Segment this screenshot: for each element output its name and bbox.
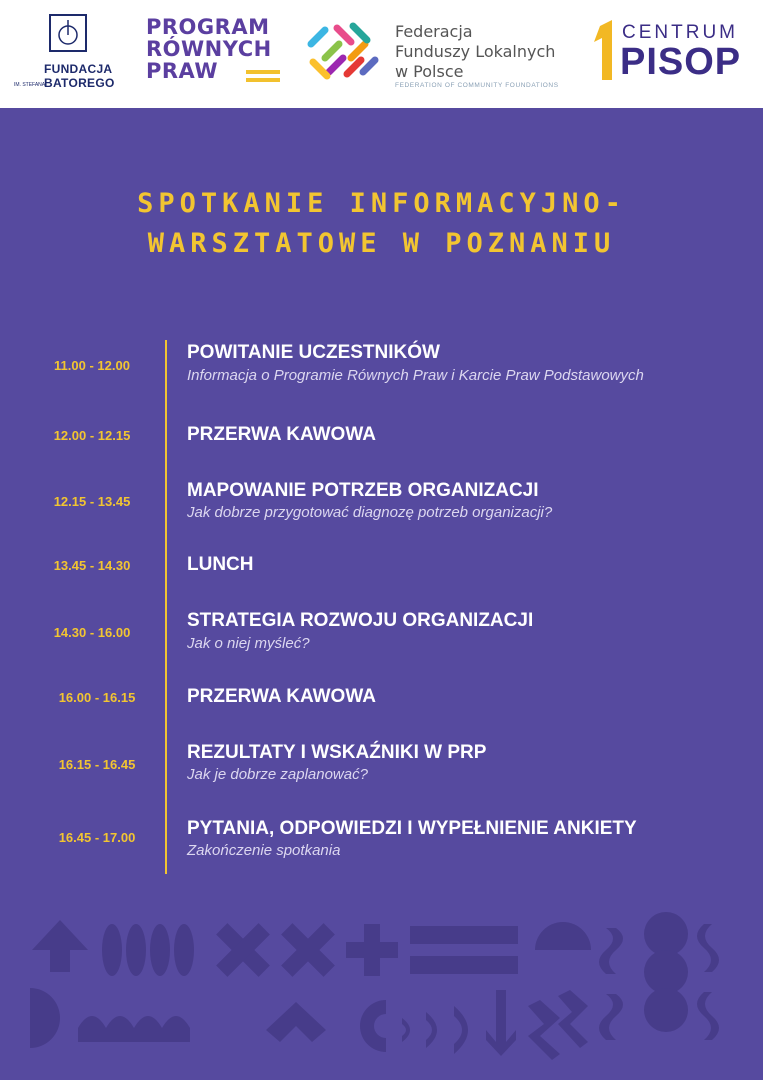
zigzag-icon	[78, 1016, 190, 1042]
batory-small-text: IM. STEFANA	[14, 82, 46, 88]
prp-equals-icon-bar	[246, 78, 280, 82]
centrum-pisop-logo	[592, 20, 752, 84]
agenda-title: POWITANIE UCZESTNIKÓW	[187, 342, 440, 363]
oval-icon	[150, 924, 170, 976]
circle-icon	[644, 912, 688, 956]
zigzag-icon	[528, 1000, 560, 1060]
agenda-subtitle: Jak dobrze przygotować diagnozę potrzeb organizacji?	[187, 504, 553, 521]
agenda-title: MAPOWANIE POTRZEB ORGANIZACJI	[187, 480, 539, 501]
ffl-english: FEDERATION OF COMMUNITY FOUNDATIONS	[395, 82, 559, 89]
plus-icon	[346, 924, 398, 976]
circle-icon	[644, 988, 688, 1032]
pisop-line1: CENTRUM	[622, 22, 738, 43]
fundacja-batorego-logo	[14, 12, 124, 92]
agenda-time: 12.00 - 12.15	[53, 428, 131, 443]
agenda-title: PRZERWA KAWOWA	[187, 686, 376, 707]
wave-icon	[599, 928, 623, 974]
wave-icon	[599, 994, 623, 1040]
ffl-line3: w Polsce	[395, 62, 464, 81]
agenda-time: 11.00 - 12.00	[54, 358, 130, 373]
chevron-up-icon	[266, 1002, 326, 1042]
agenda-time: 16.15 - 16.45	[58, 757, 136, 772]
oval-icon	[126, 924, 146, 976]
agenda-title: PYTANIA, ODPOWIEDZI I WYPEŁNIENIE ANKIETY	[187, 818, 637, 839]
decorative-shapes	[0, 910, 763, 1080]
page-title-line1: SPOTKANIE INFORMACYJNO-	[137, 188, 626, 219]
half-circle-icon	[535, 922, 591, 950]
agenda-title: STRATEGIA ROZWOJU ORGANIZACJI	[187, 610, 534, 631]
agenda-time: 12.15 - 13.45	[53, 494, 131, 509]
pisop-line2: PISOP	[620, 41, 742, 83]
wave-icon	[697, 992, 719, 1040]
timeline-divider	[165, 340, 167, 874]
parenthesis-icon	[454, 1006, 468, 1054]
pisop-mark-icon	[592, 20, 614, 82]
batory-line2: BATOREGO	[44, 76, 115, 90]
oval-icon	[102, 924, 122, 976]
parenthesis-icon	[426, 1012, 437, 1048]
batory-line1: FUNDACJA	[44, 62, 113, 76]
ffl-line1: Federacja	[395, 22, 473, 41]
prp-line2: RÓWNYCH	[146, 37, 272, 61]
agenda-title: PRZERWA KAWOWA	[187, 424, 376, 445]
oval-icon	[174, 924, 194, 976]
logo-header	[0, 0, 763, 108]
agenda-title: REZULTATY I WSKAŹNIKI W PRP	[187, 742, 487, 763]
wave-icon	[697, 924, 719, 972]
zigzag-icon	[558, 990, 588, 1048]
agenda-time: 14.30 - 16.00	[53, 625, 131, 640]
batory-emblem-icon	[49, 14, 87, 52]
agenda-subtitle: Informacja o Programie Równych Praw i Karcie Praw Podstawowych	[187, 367, 644, 384]
agenda-subtitle: Zakończenie spotkania	[187, 842, 341, 859]
prp-equals-icon	[246, 70, 280, 74]
times-icon	[266, 910, 351, 992]
arrow-up-icon	[32, 920, 88, 972]
equals-icon	[410, 926, 518, 974]
half-circle-icon	[360, 1000, 386, 1052]
agenda-time: 16.00 - 16.15	[58, 690, 136, 705]
agenda-time: 13.45 - 14.30	[53, 558, 131, 573]
program-rownych-praw-logo	[146, 16, 286, 92]
ffl-logo	[303, 14, 578, 94]
prp-line1: PROGRAM	[146, 15, 270, 39]
prp-line3: PRAW	[146, 59, 219, 83]
parenthesis-icon	[402, 1018, 410, 1042]
agenda-title: LUNCH	[187, 554, 254, 575]
ffl-emblem-icon	[303, 14, 383, 90]
ffl-line2: Funduszy Lokalnych	[395, 42, 556, 61]
page-title-line2: WARSZTATOWE W POZNANIU	[147, 228, 616, 259]
agenda-subtitle: Jak o niej myśleć?	[187, 635, 310, 652]
arrow-down-icon	[486, 990, 516, 1056]
circle-icon	[644, 950, 688, 994]
half-circle-icon	[30, 988, 60, 1048]
agenda-subtitle: Jak je dobrze zaplanować?	[187, 766, 368, 783]
agenda-time: 16.45 - 17.00	[58, 830, 136, 845]
times-icon	[201, 910, 286, 992]
